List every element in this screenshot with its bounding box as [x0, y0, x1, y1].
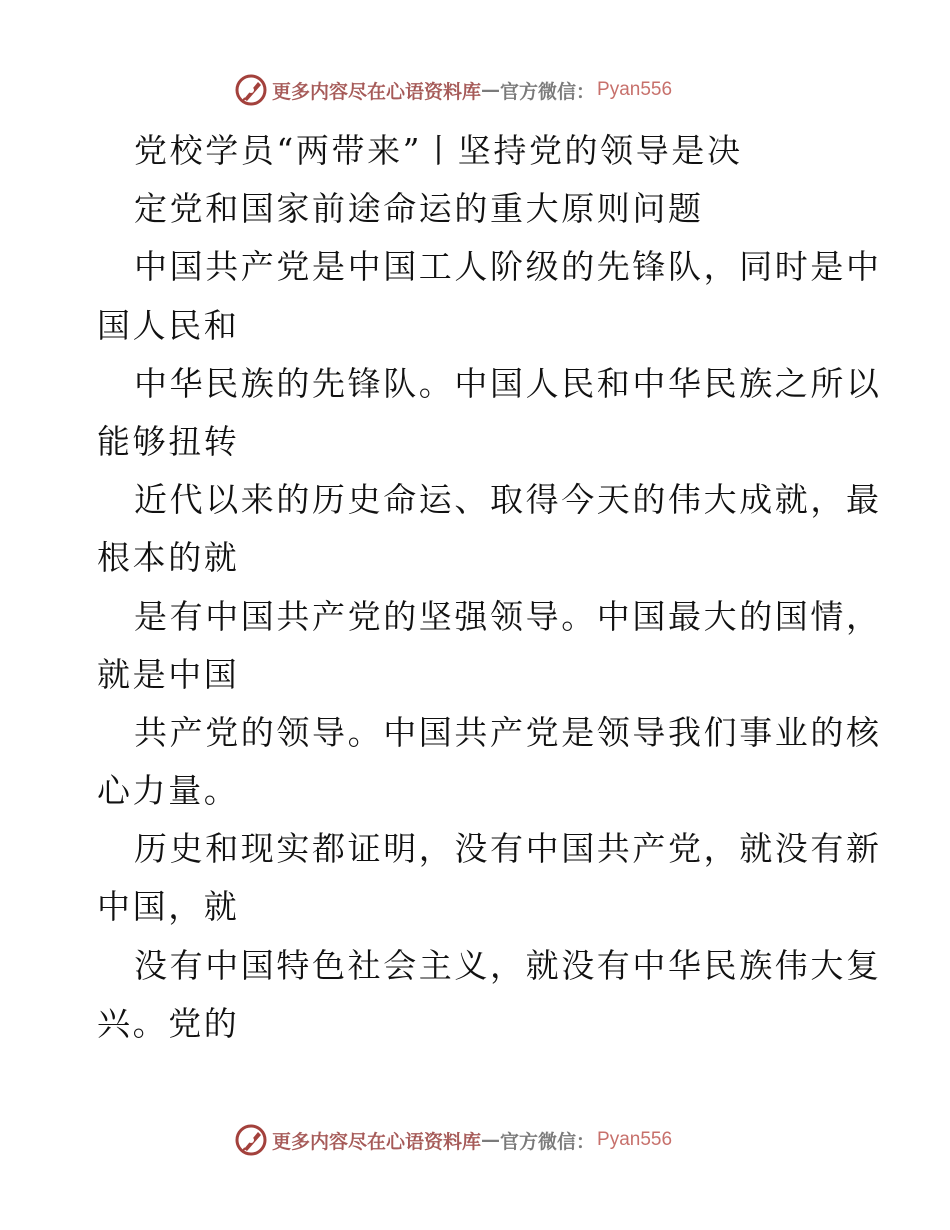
watermark-dash: —: [481, 79, 501, 101]
paragraph-line: 历史和现实都证明，没有中国共产党，就没有新: [134, 829, 882, 869]
quill-pen-logo-icon: [234, 1123, 268, 1157]
quill-pen-logo-icon: [234, 73, 268, 107]
watermark-text: 更多内容尽在心语资料库: [272, 80, 482, 103]
paragraph-line: 是有中国共产党的坚强领导。中国最大的国情，: [134, 596, 882, 636]
watermark-text: 更多内容尽在心语资料库: [272, 1130, 482, 1153]
paragraph-line: 兴。党的: [97, 1003, 240, 1043]
document-body: [97, 122, 882, 1053]
header-watermark: [234, 72, 672, 108]
title-line-2: 定党和国家前途命运的重大原则问题: [134, 189, 704, 229]
watermark-wechat-label: 官方微信：: [500, 1130, 596, 1153]
watermark-wechat-id: Pyan556: [597, 1129, 673, 1150]
paragraph-line: 能够扭转: [97, 421, 240, 461]
watermark-dash: —: [481, 1129, 501, 1151]
footer-watermark: [234, 1122, 672, 1158]
watermark-wechat-id: Pyan556: [597, 79, 673, 100]
paragraph-line: 中国，就: [97, 887, 240, 927]
title-line-1: 党校学员“两带来”丨坚持党的领导是决: [134, 131, 743, 170]
paragraph-line: 近代以来的历史命运、取得今天的伟大成就，最: [134, 480, 882, 520]
paragraph-line: 中华民族的先锋队。中国人民和中华民族之所以: [134, 363, 882, 403]
paragraph-line: 就是中国: [97, 654, 240, 694]
paragraph-line: 没有中国特色社会主义，就没有中华民族伟大复: [134, 945, 882, 985]
watermark-wechat-label: 官方微信：: [500, 80, 596, 103]
paragraph-line: 心力量。: [97, 771, 240, 811]
paragraph-line: 国人民和: [97, 305, 240, 345]
paragraph-line: 根本的就: [97, 538, 240, 578]
paragraph-line: 中国共产党是中国工人阶级的先锋队，同时是中: [134, 247, 882, 287]
paragraph-line: 共产党的领导。中国共产党是领导我们事业的核: [134, 712, 882, 752]
